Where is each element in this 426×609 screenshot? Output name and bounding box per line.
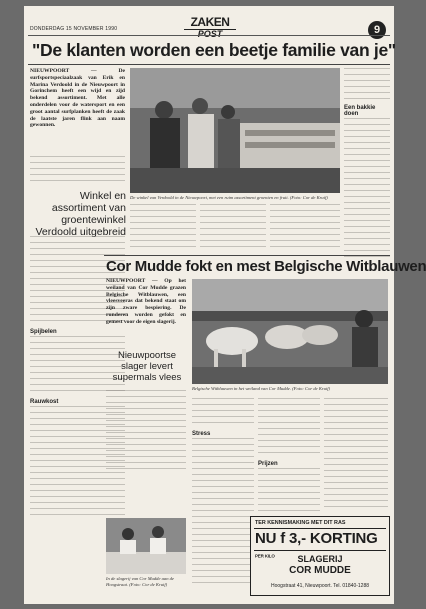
- subhead-rauwkost: Rauwkost: [30, 399, 59, 405]
- ad-offer-text: NU f 3,- KORTING: [255, 530, 378, 547]
- article1-photo-caption: De winkel van Verdoold in de Nieuwpoort, met een ruim assortiment groenten en fruit. (Foto: Cor de Kruif): [130, 195, 328, 200]
- ad-business-line2: COR MUDDE: [289, 565, 351, 576]
- body-text-lines: [130, 204, 196, 252]
- article2-lead-column: [106, 278, 186, 326]
- article1-column-3: [200, 204, 266, 252]
- article2-photo: [192, 279, 388, 384]
- photo-cows-pasture: [192, 279, 388, 384]
- subhead-stress: Stress: [192, 431, 211, 437]
- article1-column-4: [270, 204, 340, 252]
- newspaper-page: [24, 6, 426, 604]
- body-text-lines: [324, 398, 388, 510]
- photo-butcher-counter: [106, 518, 186, 574]
- headline-rule: [28, 64, 390, 65]
- body-text-lines: [192, 398, 254, 428]
- ad-offer-unit: PER KILO: [255, 553, 275, 559]
- body-text-lines: [30, 156, 125, 186]
- subhead-spijbelen: Spijbelen: [30, 329, 57, 335]
- article1-column-5: [344, 68, 390, 258]
- butcher-shop-photo: [106, 518, 186, 574]
- article1-pull-quote: Winkel en assortiment van groentewinkel Verdoold uitgebreid: [35, 190, 126, 238]
- advertisement-slagerij[interactable]: [250, 516, 390, 596]
- header-rule: [28, 35, 390, 36]
- body-text-lines: [200, 204, 266, 252]
- body-text-lines: [106, 390, 186, 470]
- article1-lead: NIEUWPOORT — De surfsportspeciaalzaak van Erik en Marina Verdoold in de Nieuwpoort in Gorinchem heeft een wijd en zijd bekend assortiment. Met alle onderdelen voor de watersport en een groot aantal surfplanken heeft de zaak de laatste jaren flink aan naam gewonnen.: [30, 68, 125, 129]
- subhead-prijzen: Prijzen: [258, 461, 278, 467]
- ad-rule: [254, 528, 386, 529]
- article2-column-4: [324, 398, 388, 510]
- article2-lead: NIEUWPOORT — Op het weiland van Cor Mudde grazen Belgische Witblauwen, een vleesveeras dat bekend staat om zijn zware bespiering. De runderen worden gefokt en gemest voor de eigen slagerij.: [106, 278, 186, 325]
- subhead-bakkie: Een bakkie doen: [344, 105, 376, 117]
- body-text-lines: [258, 468, 320, 512]
- article1-headline: "De klanten worden een beetje familie van je": [32, 40, 396, 60]
- masthead-subtitle: POST: [184, 29, 236, 39]
- photo-shop-interior: [130, 68, 340, 193]
- issue-date: DONDERDAG 15 NOVEMBER 1990: [30, 26, 118, 32]
- article1-photo: [130, 68, 340, 193]
- ad-business-line1: SLAGERIJ: [297, 554, 343, 564]
- article2-pull-quote: Nieuwpoortse slager levert supermals vlees: [112, 350, 182, 383]
- article1-lead-column: [30, 68, 125, 129]
- article2-headline: Cor Mudde fokt en mest Belgische Witblauwen: [106, 258, 426, 275]
- ad-intro: TER KENNISMAKING MET DIT RAS: [255, 520, 346, 526]
- body-text-lines: [258, 398, 320, 458]
- article2-photo-caption: Belgische Witblauwen in het weiland van Cor Mudde. (Foto: Cor de Kruif): [192, 386, 331, 391]
- article1-column-2: [130, 204, 196, 252]
- article2-column-2: [192, 398, 254, 588]
- body-text-lines: [192, 438, 254, 588]
- article2-column-1: [106, 390, 186, 470]
- page-number: 9: [368, 21, 386, 39]
- body-text-lines: [344, 118, 390, 258]
- body-text-lines: [270, 204, 340, 252]
- masthead-title: ZAKEN: [190, 15, 230, 29]
- ad-address: Hoogstraat 41, Nieuwpoort. Tel. 01840-1288: [270, 583, 370, 589]
- section-rule: [104, 255, 390, 256]
- butcher-photo-caption: In de slagerij van Cor Mudde aan de Hoogstraat. (Foto: Cor de Kruif): [106, 576, 175, 587]
- ad-rule: [254, 550, 386, 551]
- article2-column-3: [258, 398, 320, 512]
- body-text-lines: [344, 68, 390, 102]
